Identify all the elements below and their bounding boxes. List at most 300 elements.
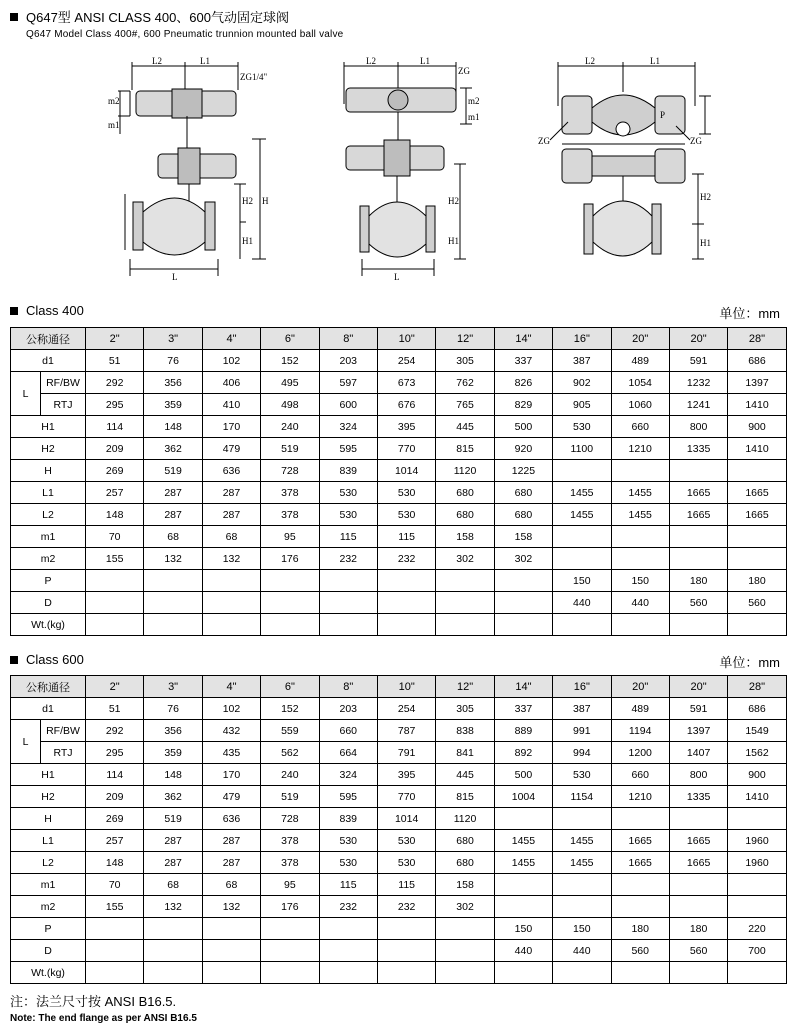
table-cell [494,614,552,636]
table-cell [202,940,260,962]
table-cell [319,940,377,962]
table-row [11,350,787,372]
table-cell: 1397 [669,720,727,742]
table-cell: 203 [319,698,377,720]
size-header: 2" [86,328,144,350]
table-cell [728,896,786,918]
row-label: Wt.(kg) [11,962,86,984]
table-cell: 530 [319,830,377,852]
table-row [11,460,787,482]
table-cell: 1665 [669,482,727,504]
l-group-label: L [11,720,41,764]
table-cell: 1665 [669,830,727,852]
table-cell: 1210 [611,786,669,808]
table-cell: 440 [553,940,611,962]
table-row [11,482,787,504]
table-cell: 152 [261,350,319,372]
table-cell: 889 [494,720,552,742]
table-row [11,438,787,460]
table-cell: 337 [494,698,552,720]
table-cell [553,874,611,896]
class600-heading: Class 600 [10,652,84,667]
size-header: 10" [377,328,435,350]
table-cell [436,962,494,984]
table-cell [436,940,494,962]
table-cell: 287 [144,504,202,526]
table-cell: 287 [202,830,260,852]
table-cell: 406 [202,372,260,394]
row-label: RF/BW [41,372,86,394]
dim-m1-2: m1 [468,112,480,122]
table-cell: 479 [202,786,260,808]
table-row [11,962,787,984]
table-cell: 1410 [728,438,786,460]
dim-l1-2: L1 [420,56,430,66]
table-cell [669,460,727,482]
note-english: Note: The end flange as per ANSI B16.5 [10,1013,197,1024]
table-cell [86,940,144,962]
table-cell: 664 [319,742,377,764]
table-row [11,940,787,962]
table-cell: 530 [319,482,377,504]
table-row [11,720,787,742]
header-row [11,676,787,698]
table-cell: 562 [261,742,319,764]
table-cell [202,918,260,940]
row-label: P [11,918,86,940]
table-cell [144,570,202,592]
table-cell: 292 [86,372,144,394]
size-header: 28" [728,676,786,698]
table-cell [202,962,260,984]
dim-h2-3: H2 [700,192,711,202]
table-cell: 378 [261,830,319,852]
table-cell: 356 [144,372,202,394]
table-cell: 1014 [377,808,435,830]
size-header: 12" [436,328,494,350]
table-cell [144,592,202,614]
square-bullet-icon [10,13,18,21]
table-cell: 489 [611,698,669,720]
table-cell [261,940,319,962]
table-cell: 839 [319,460,377,482]
table-cell [494,962,552,984]
table-cell [669,874,727,896]
row-label: H [11,808,86,830]
row-label: H [11,460,86,482]
valve-drawings [0,44,800,289]
table-cell: 530 [377,504,435,526]
table-cell: 686 [728,350,786,372]
row-label: H1 [11,416,86,438]
table-cell: 1100 [553,438,611,460]
table-cell [377,614,435,636]
table-cell: 305 [436,350,494,372]
table-cell: 902 [553,372,611,394]
row-label: L2 [11,852,86,874]
table-cell: 560 [611,940,669,962]
table-cell: 1014 [377,460,435,482]
table-cell: 597 [319,372,377,394]
table-cell: 180 [728,570,786,592]
table-cell [319,570,377,592]
table-cell: 839 [319,808,377,830]
table-cell: 445 [436,416,494,438]
table-cell: 114 [86,764,144,786]
row-label: L1 [11,830,86,852]
table-cell: 791 [377,742,435,764]
size-header: 3" [144,328,202,350]
header-row [11,328,787,350]
note-chinese: 注：法兰尺寸按 ANSI B16.5. [10,994,177,1009]
table-cell: 829 [494,394,552,416]
size-header: 12" [436,676,494,698]
table-cell [144,940,202,962]
table-cell: 519 [261,438,319,460]
table-cell: 1665 [669,504,727,526]
square-bullet-icon [10,307,18,315]
table-cell: 1225 [494,460,552,482]
dim-l-1: L [172,272,178,282]
table-cell [261,918,319,940]
table-cell: 432 [202,720,260,742]
table-cell: 115 [377,526,435,548]
table-cell: 591 [669,350,727,372]
table-cell: 1120 [436,460,494,482]
table-cell [86,614,144,636]
table-cell: 686 [728,698,786,720]
table-cell [202,592,260,614]
class400-table [10,327,787,636]
table-cell [319,918,377,940]
table-cell: 530 [553,416,611,438]
table-cell: 209 [86,438,144,460]
table-cell: 180 [611,918,669,940]
square-bullet-icon [10,656,18,664]
table-cell: 114 [86,416,144,438]
table-cell: 770 [377,438,435,460]
table-cell: 1665 [728,504,786,526]
table-cell [728,962,786,984]
table-cell: 660 [611,764,669,786]
table-cell: 158 [494,526,552,548]
table-cell: 770 [377,786,435,808]
table-cell: 295 [86,742,144,764]
table-row [11,592,787,614]
table-cell: 892 [494,742,552,764]
table-cell: 150 [494,918,552,940]
row-label: d1 [11,350,86,372]
table-cell [553,526,611,548]
size-header: 14" [494,676,552,698]
table-row [11,570,787,592]
table-cell: 115 [377,874,435,896]
table-row [11,896,787,918]
dim-h1-2: H1 [448,236,459,246]
table-cell: 636 [202,808,260,830]
table-cell: 560 [669,940,727,962]
table-cell: 302 [436,896,494,918]
table-cell: 787 [377,720,435,742]
table-cell: 600 [319,394,377,416]
dim-l2-1: L2 [152,56,162,66]
title-text: Q647型 ANSI CLASS 400、600气动固定球阀 [26,10,289,25]
table-cell: 1455 [611,504,669,526]
size-header: 8" [319,676,377,698]
table-row [11,504,787,526]
dim-m1-1: m1 [108,120,120,130]
table-cell: 1455 [553,504,611,526]
table-cell: 660 [319,720,377,742]
table-cell: 378 [261,504,319,526]
table-cell: 815 [436,438,494,460]
table-cell: 337 [494,350,552,372]
table-cell: 102 [202,350,260,372]
size-header: 4" [202,676,260,698]
table-cell: 765 [436,394,494,416]
table-cell: 1232 [669,372,727,394]
table-cell: 1194 [611,720,669,742]
table-cell: 680 [436,830,494,852]
table-row [11,698,787,720]
table-cell [553,460,611,482]
table-cell: 302 [436,548,494,570]
row-label: RF/BW [41,720,86,742]
table-cell: 1054 [611,372,669,394]
table-cell [86,592,144,614]
table-cell: 1665 [611,852,669,874]
table-row [11,918,787,940]
table-cell: 680 [436,504,494,526]
table-cell: 287 [202,852,260,874]
table-cell [728,614,786,636]
size-header: 6" [261,328,319,350]
table-cell: 76 [144,350,202,372]
table-cell: 905 [553,394,611,416]
table-cell: 440 [494,940,552,962]
table-cell: 51 [86,350,144,372]
dim-h1-3: H1 [700,238,711,248]
table-cell: 1154 [553,786,611,808]
table-cell: 530 [319,852,377,874]
table-cell: 994 [553,742,611,764]
row-label: D [11,940,86,962]
table-cell: 254 [377,350,435,372]
table-cell: 1455 [553,482,611,504]
table-cell: 1200 [611,742,669,764]
table-cell: 1562 [728,742,786,764]
table-cell: 148 [86,852,144,874]
table-cell [202,570,260,592]
table-cell: 68 [144,874,202,896]
table-row [11,764,787,786]
size-header: 10" [377,676,435,698]
size-header: 20" [611,328,669,350]
table-cell: 440 [611,592,669,614]
size-header: 2" [86,676,144,698]
table-cell [144,962,202,984]
table-cell: 170 [202,764,260,786]
table-cell: 155 [86,896,144,918]
table-cell: 132 [202,896,260,918]
table-cell: 495 [261,372,319,394]
table-cell [319,614,377,636]
table-cell: 530 [553,764,611,786]
table-cell: 132 [144,548,202,570]
table-cell [377,570,435,592]
table-cell: 1004 [494,786,552,808]
table-cell [436,592,494,614]
size-header: 3" [144,676,202,698]
dim-zg-2: ZG [458,66,470,76]
table-cell: 362 [144,438,202,460]
table-row [11,786,787,808]
table-cell: 991 [553,720,611,742]
header-label: 公称通径 [11,328,86,350]
table-row [11,808,787,830]
table-cell: 269 [86,460,144,482]
table-cell: 170 [202,416,260,438]
table-cell: 68 [202,526,260,548]
table-cell: 115 [319,526,377,548]
row-label: m1 [11,874,86,896]
table-row [11,874,787,896]
table-cell [319,962,377,984]
table-cell: 680 [494,482,552,504]
drawing-3 [550,62,711,259]
table-cell: 519 [144,460,202,482]
table-cell: 150 [611,570,669,592]
table-cell: 530 [377,482,435,504]
table-cell: 498 [261,394,319,416]
table-cell: 359 [144,742,202,764]
class600-table [10,675,787,984]
dim-m2-1: m2 [108,96,120,106]
table-cell: 232 [319,548,377,570]
table-cell: 292 [86,720,144,742]
table-cell: 220 [728,918,786,940]
table-cell: 102 [202,698,260,720]
row-label: H1 [11,764,86,786]
table-cell: 595 [319,438,377,460]
row-label: RTJ [41,742,86,764]
table-cell: 1407 [669,742,727,764]
table-cell: 500 [494,764,552,786]
table-cell [669,962,727,984]
table-cell: 395 [377,416,435,438]
dim-l1-1: L1 [200,56,210,66]
table-cell: 700 [728,940,786,962]
table-cell [669,548,727,570]
table-cell [377,592,435,614]
table-cell: 150 [553,570,611,592]
table-cell [494,592,552,614]
table-cell: 728 [261,808,319,830]
table-cell [553,614,611,636]
table-cell: 68 [202,874,260,896]
table-cell: 920 [494,438,552,460]
table-cell: 132 [202,548,260,570]
table-cell: 269 [86,808,144,830]
dim-l-2: L [394,272,400,282]
dim-l2-3: L2 [585,56,595,66]
table-cell: 232 [377,548,435,570]
size-header: 28" [728,328,786,350]
table-cell: 680 [436,852,494,874]
size-header: 16" [553,328,611,350]
dim-h1-1: H1 [242,236,253,246]
table-cell: 152 [261,698,319,720]
table-cell [494,570,552,592]
table-cell: 1120 [436,808,494,830]
dim-m2-2: m2 [468,96,480,106]
dim-h2-2: H2 [448,196,459,206]
size-header: 14" [494,328,552,350]
table-cell: 660 [611,416,669,438]
table-cell: 1455 [611,482,669,504]
table-cell: 1410 [728,394,786,416]
table-cell: 180 [669,570,727,592]
table-cell [494,808,552,830]
dim-p-3: P [660,110,666,120]
table-cell: 95 [261,526,319,548]
table-cell: 76 [144,698,202,720]
table-cell: 155 [86,548,144,570]
table-cell: 150 [553,918,611,940]
dim-zg-3b: ZG [690,136,702,146]
table-cell: 559 [261,720,319,742]
table-cell: 841 [436,742,494,764]
table-cell: 70 [86,874,144,896]
table-cell: 302 [494,548,552,570]
table-cell: 826 [494,372,552,394]
table-cell: 410 [202,394,260,416]
table-cell: 232 [319,896,377,918]
table-cell: 1241 [669,394,727,416]
table-cell: 1335 [669,438,727,460]
table-cell: 838 [436,720,494,742]
table-cell [611,614,669,636]
table-cell [436,614,494,636]
table-cell: 395 [377,764,435,786]
table-cell [436,570,494,592]
table-cell: 500 [494,416,552,438]
row-label: m2 [11,896,86,918]
table-cell: 1665 [728,482,786,504]
row-label: RTJ [41,394,86,416]
table-cell [669,614,727,636]
size-header: 16" [553,676,611,698]
table-cell [436,918,494,940]
table-cell: 287 [144,830,202,852]
table-cell: 148 [144,416,202,438]
table-cell [611,808,669,830]
table-cell [611,460,669,482]
table-cell [728,874,786,896]
table-cell: 378 [261,852,319,874]
table-cell [669,526,727,548]
dim-l1-3: L1 [650,56,660,66]
table-cell [494,874,552,896]
row-label: m2 [11,548,86,570]
dim-h2-1: H2 [242,196,253,206]
table-cell [728,808,786,830]
table-cell: 530 [377,852,435,874]
table-cell [261,614,319,636]
table-cell: 115 [319,874,377,896]
table-cell [144,614,202,636]
dim-zg14: ZG1/4" [240,72,268,82]
